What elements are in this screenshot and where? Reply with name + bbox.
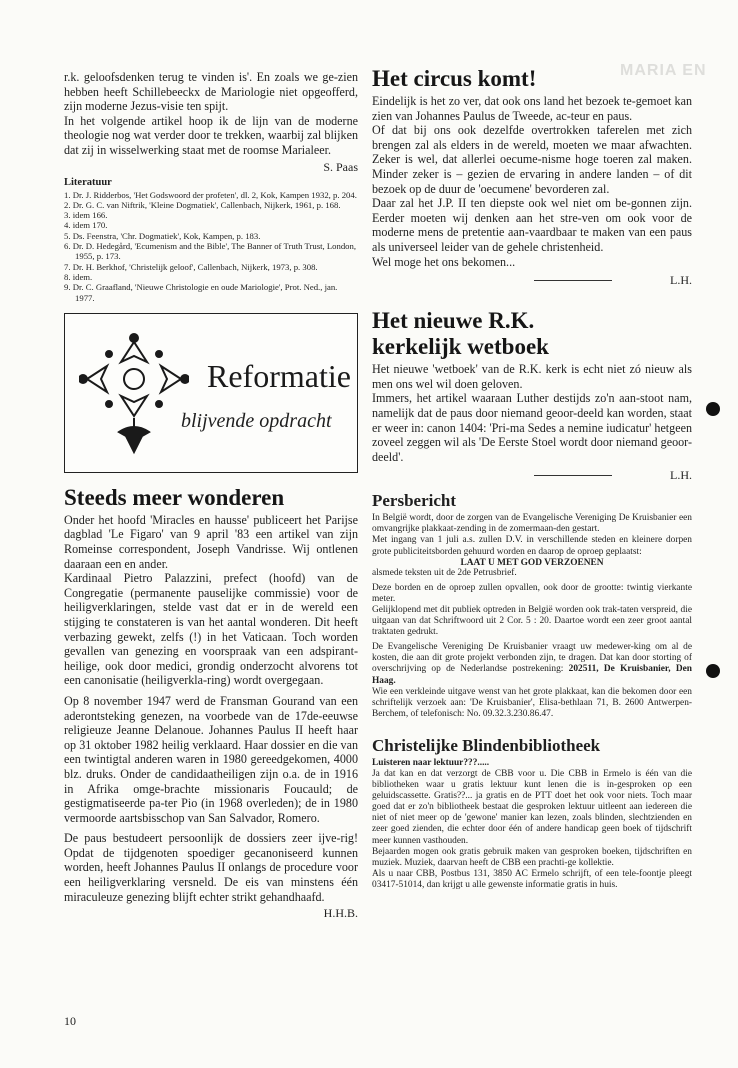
wetboek-title-line-1: Het nieuwe R.K. [372,308,535,334]
reference-list [64,190,358,303]
blindenbibliotheek-paragraph: Bejaarden mogen ook gratis gebruik maken van gesproken boeken, tijdschriften en muziek. Muziek, daarvan heeft de CBB een prachti-ge kollektie. [372,846,692,868]
persbericht-text: De Evangelische Vereniging De Kruisbanier vraagt uw medewer-king om al de kosten, die aan dit grote projekt verbonden zijn, te dragen. Dat kan door storting of overschrijving op de Nederlandse postrekening: [372,642,692,675]
circus-paragraph: Of dat bij ons ook dezelfde overtrokken taferelen met zich brengen zal als elders in de wereld, moeten we maar afwachten. Zeker is wel, dat allerlei oecume-nisme hoge toeren zal maken. Minder zeker is – gezien de ervaring in andere landen – of dit bezoek op de duur de 'oecumene' bevorderen zal. [372,123,692,196]
persbericht-paragraph: In België wordt, door de zorgen van de Evangelische Vereniging De Kruisbanier een omvangrijke plakkaat-zending in de zomermaan-den gestart. [372,513,692,535]
wonderen-paragraph: Op 8 november 1947 werd de Fransman Gourand van een aderontsteking genezen, na voorbede van de 17de-eeuwse religieuze Jeanne Delanoue. Johannes Paulus II heeft haar op 31 oktober 1982 heilig verklaard. Haar dossier en die van een twintigtal anderen waren in 1980 gereedgekomen, 4000 blz. druks. Onder de candidaatheiligen zijn o.a. de in 1916 in Afrika omge-brachte missionaris Foucauld; de gestigmatiseerde pa-ter Pio (in 1968 overleden); de in 1980 vermoorde aartsbisschop van San Salvador, Romero. [64,693,358,825]
right-column [372,66,692,891]
postrekening: 202511, De Kruisbanier, Den Haag. [372,664,692,686]
circus-paragraph: Daar zal het J.P. II ten diepste ook wel niet om be-gonnen zijn. Eerder moeten wij denken aan het stre-ven om ook voor de moderne mens de pretentie aan-vaardbaar te maken van een paus als universeel leider van de gehele christenheid. [372,196,692,254]
blindenbibliotheek-subheading: Luisteren naar lektuur???..... [372,757,490,768]
wetboek-title [372,308,692,360]
wonderen-paragraph: De paus bestudeert persoonlijk de dossiers zeer ijve-rig! Opdat de tijdgenoten spoediger gecanoniseerd kunnen worden, heeft Johannes Paulus II onlangs de procedure voor een heiligverklaring versneld. De eis van minstens één miraculeuze genezing blijft echter strikt gehandhaafd. [64,831,358,904]
circus-paragraph: Eindelijk is het zo ver, dat ook ons land het bezoek te-gemoet kan zien van Johannes Paulus de Tweede, ac-teur en paus. [372,94,692,123]
reference-item: 9. Dr. C. Graafland, 'Nieuwe Christologie en oude Mariologie', Prot. Ned., jan. 1977. [64,282,338,303]
reference-item: 4. idem 170. [64,220,108,231]
reference-item: 3. idem 166. [64,210,108,221]
intro-paragraph: r.k. geloofsdenken terug te vinden is'. En zoals we ge-zien hebben heeft Schillebeeckx de Mariologie niet opgeofferd, zijn moderne Jezus-visie ten spijt. [64,70,358,114]
punch-hole [706,402,720,416]
literature-heading: Literatuur [64,176,112,188]
blindenbibliotheek-title: Christelijke Blindenbibliotheek [372,735,601,755]
show-through-text: MARIA EN [620,62,707,79]
reference-item: 7. Dr. H. Berkhof, 'Christelijk geloof', Callenbach, Nijkerk, 1973, p. 308. [64,261,318,272]
wonderen-signature: H.H.B. [323,906,358,921]
persbericht-paragraph: Deze borden en de oproep zullen opvallen, ook door de grootte: twintig vierkante meter. [372,582,692,604]
wetboek-signature-text: L.H. [670,468,692,483]
huguenot-cross-icon [79,332,189,457]
persbericht-paragraph: Wie een verkleinde uitgave wenst van het grote plakkaat, kan die bekomen door een schriftelijk verzoek aan: 'De Kruisbanier', Elisa-bethlaan 71, B. 2600 Antwerpen-Berchem, of telefonisch: No. 09.32.3.230.86.47. [372,686,692,719]
reformatie-banner [64,313,358,473]
left-column [64,70,358,921]
persbericht-paragraph [372,642,692,686]
blindenbibliotheek-paragraph: Als u naar CBB, Postbus 131, 3850 AC Ermelo schrijft, of een tele-foontje pleegt 03417-51014, dan krijgt u alle gewenste informatie gratis in huis. [372,868,692,890]
reference-item: 8. idem. [64,271,93,282]
wetboek-title-line-2: kerkelijk wetboek [372,334,549,360]
reference-item: 6. Dr. D. Hedegård, 'Ecumenism and the Bible', The Banner of Truth Trust, London, 1955, p. 173. [64,241,357,262]
author-signature: S. Paas [323,159,358,174]
circus-signature [372,273,692,288]
persbericht-title: Persbericht [372,491,457,511]
divider [534,475,612,476]
wonderen-paragraph: Onder het hoofd 'Miracles en hausse' publiceert het Parijse dagblad 'Le Figaro' van 9 april '83 een artikel van zijn Romeinse correspondent, Joseph Vandrisse. Wij ontlenen daaraan een en ander. [64,512,358,571]
wonderen-paragraph: Kardinaal Pietro Palazzini, prefect (hoofd) van de Congregatie (permanente pauselijke commissie) voor de heiligverklaringen, stelde vast dat er in de wereld een stijging te constateren is van het aantal wonderen. Dit heeft verbazing gewekt, zelfs (!) in het Vaticaan. Toch worden gevallen van genezing en voorspraak van een adspirant-heilige, ook door medici, grondig onderzocht alvorens tot een canonisatie (heiligverkla-ring) wordt overgegaan. [64,571,358,688]
wetboek-signature [372,468,692,483]
blindenbibliotheek-paragraph: Ja dat kan en dat verzorgt de CBB voor u. Die CBB in Ermelo is één van die bibliotheken waar u gratis lektuur kunt lenen die is in-gesproken op een geluidscassette. Gratis??... ja gratis en de PTT doet het ook voor niets. Toch maar goed dat er zo'n bibliotheek bestaat die gesproken lektuur uitleent aan iedereen die niet of niet meer op de 'gewone' manier kan lezen, zoals blinden, slechtzienden en zeer goed zienden, die echter door één of andere handicap geen boek of tijdschrift meer kunnen vasthouden. [372,768,692,846]
persbericht-slogan: LAAT U MET GOD VERZOENEN [460,557,604,568]
page-number: 10 [64,1014,76,1028]
banner-title: Reformatie [207,357,351,394]
persbericht-paragraph: Gelijklopend met dit publiek optreden in België worden ook trak-taten verspreid, die uitgaan van dat Schriftwoord uit 2 Cor. 5 : 20. Daartoe wordt een zeer groot aantal traktaten gedrukt. [372,604,692,638]
reference-item: 5. Ds. Feenstra, 'Chr. Dogmatiek', Kok, Kampen, p. 183. [64,230,261,241]
punch-hole [706,664,720,678]
wonderen-title: Steeds meer wonderen [64,484,285,510]
wetboek-paragraph: Immers, het artikel waaraan Luther destijds zo'n aan-stoot nam, namelijk dat de paus door niemand geoor-deeld kan worden, staat er weer in: canon 1404: 'Pri-ma Sedes a nemine iudicatur' hetgeen zoveel zeggen wil als 'De Eerste Stoel wordt door niemand geoor-deeld'. [372,391,692,464]
reference-item: 2. Dr. G. C. van Niftrik, 'Kleine Dogmatiek', Callenbach, Nijkerk, 1961, p. 168. [64,199,341,210]
intro-paragraph-2: In het volgende artikel hoop ik de lijn van de moderne theologie nog wat verder door te trekken, waarbij zal blijken dat zij in wisselwerking staat met de roomse Marialeer. [64,113,358,157]
divider [534,280,612,281]
reference-item: 1. Dr. J. Ridderbos, 'Het Godswoord der profeten', dl. 2, Kok, Kampen 1932, p. 204. [64,189,357,200]
circus-title: Het circus komt! [372,66,537,91]
banner-subtitle: blijvende opdracht [181,409,332,432]
persbericht-paragraph: alsmede teksten uit de 2de Petrusbrief. [372,567,517,578]
circus-paragraph: Wel moge het ons bekomen... [372,254,516,269]
wetboek-paragraph: Het nieuwe 'wetboek' van de R.K. kerk is echt niet zó nieuw als men ons wel wil doen geloven. [372,362,692,391]
circus-signature-text: L.H. [670,273,692,288]
persbericht-paragraph: Met ingang van 1 juli a.s. zullen D.V. in verschillende steden en kleinere dorpen grote publiciteitsborden gehuurd worden en daarop de oproep geplaatst: [372,535,692,557]
